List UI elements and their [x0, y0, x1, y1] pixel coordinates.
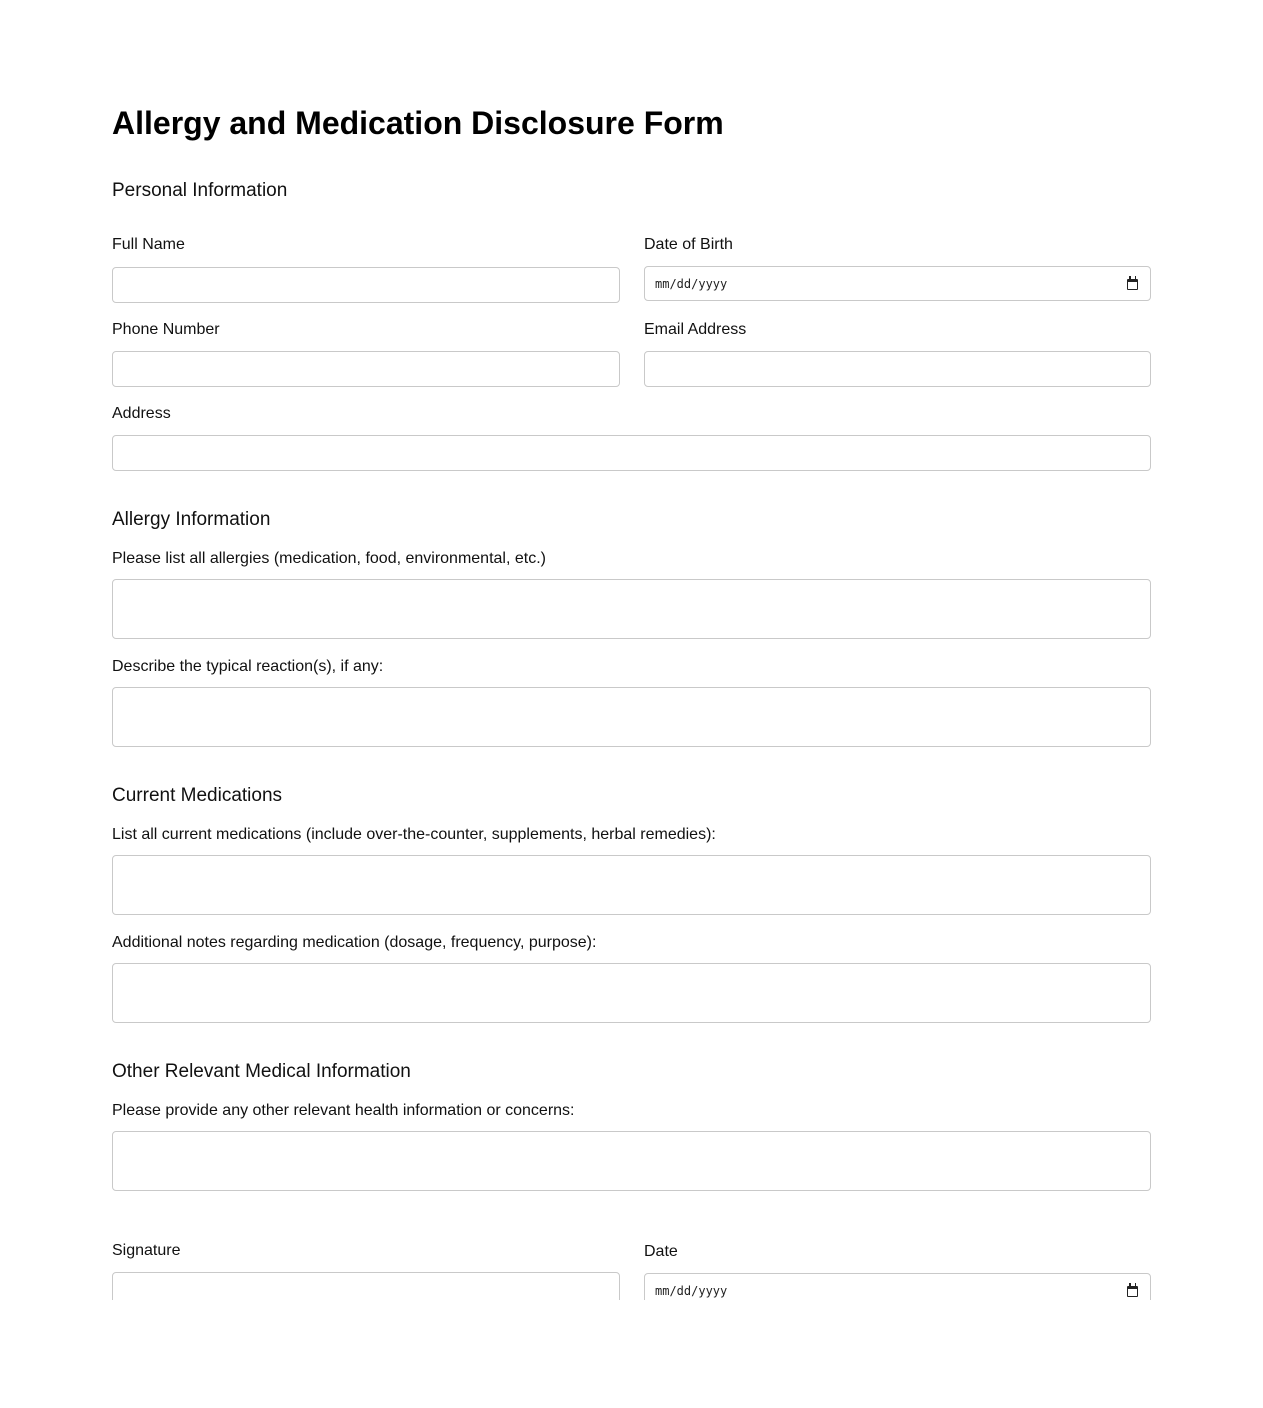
- section-heading-other: Other Relevant Medical Information: [112, 1061, 411, 1082]
- section-heading-medications: Current Medications: [112, 785, 283, 806]
- other-info-label: Please provide any other relevant health information or concerns:: [112, 1102, 575, 1119]
- address-input[interactable]: [112, 435, 1151, 471]
- phone-label: Phone Number: [112, 321, 220, 338]
- reaction-label: Describe the typical reaction(s), if any:: [112, 658, 384, 675]
- email-label: Email Address: [644, 321, 747, 338]
- dob-placeholder: mm/dd/yyyy: [655, 276, 728, 291]
- signoff-date-input[interactable]: [644, 1273, 1151, 1300]
- dob-label: Date of Birth: [644, 236, 733, 253]
- medication-notes-textarea[interactable]: [112, 963, 1151, 1023]
- calendar-icon[interactable]: [1127, 279, 1138, 290]
- address-label: Address: [112, 405, 171, 422]
- full-name-label: Full Name: [112, 236, 185, 253]
- other-info-textarea[interactable]: [112, 1131, 1151, 1191]
- medication-notes-label: Additional notes regarding medication (dosage, frequency, purpose):: [112, 934, 597, 951]
- signoff-date-placeholder: mm/dd/yyyy: [655, 1283, 728, 1298]
- reaction-textarea[interactable]: [112, 687, 1151, 747]
- allergy-list-label: Please list all allergies (medication, food, environmental, etc.): [112, 550, 546, 567]
- section-heading-personal: Personal Information: [112, 180, 288, 201]
- date-label: Date: [644, 1243, 678, 1260]
- signature-input[interactable]: [112, 1272, 620, 1300]
- allergy-list-textarea[interactable]: [112, 579, 1151, 639]
- signature-label: Signature: [112, 1242, 181, 1259]
- section-heading-allergy: Allergy Information: [112, 509, 271, 530]
- medication-list-label: List all current medications (include over-the-counter, supplements, herbal remedies):: [112, 826, 716, 843]
- full-name-input[interactable]: [112, 267, 620, 303]
- medication-list-textarea[interactable]: [112, 855, 1151, 915]
- dob-input[interactable]: [644, 266, 1151, 301]
- phone-input[interactable]: [112, 351, 620, 387]
- calendar-icon[interactable]: [1127, 1286, 1138, 1297]
- page-title: Allergy and Medication Disclosure Form: [112, 105, 724, 141]
- email-input[interactable]: [644, 351, 1151, 387]
